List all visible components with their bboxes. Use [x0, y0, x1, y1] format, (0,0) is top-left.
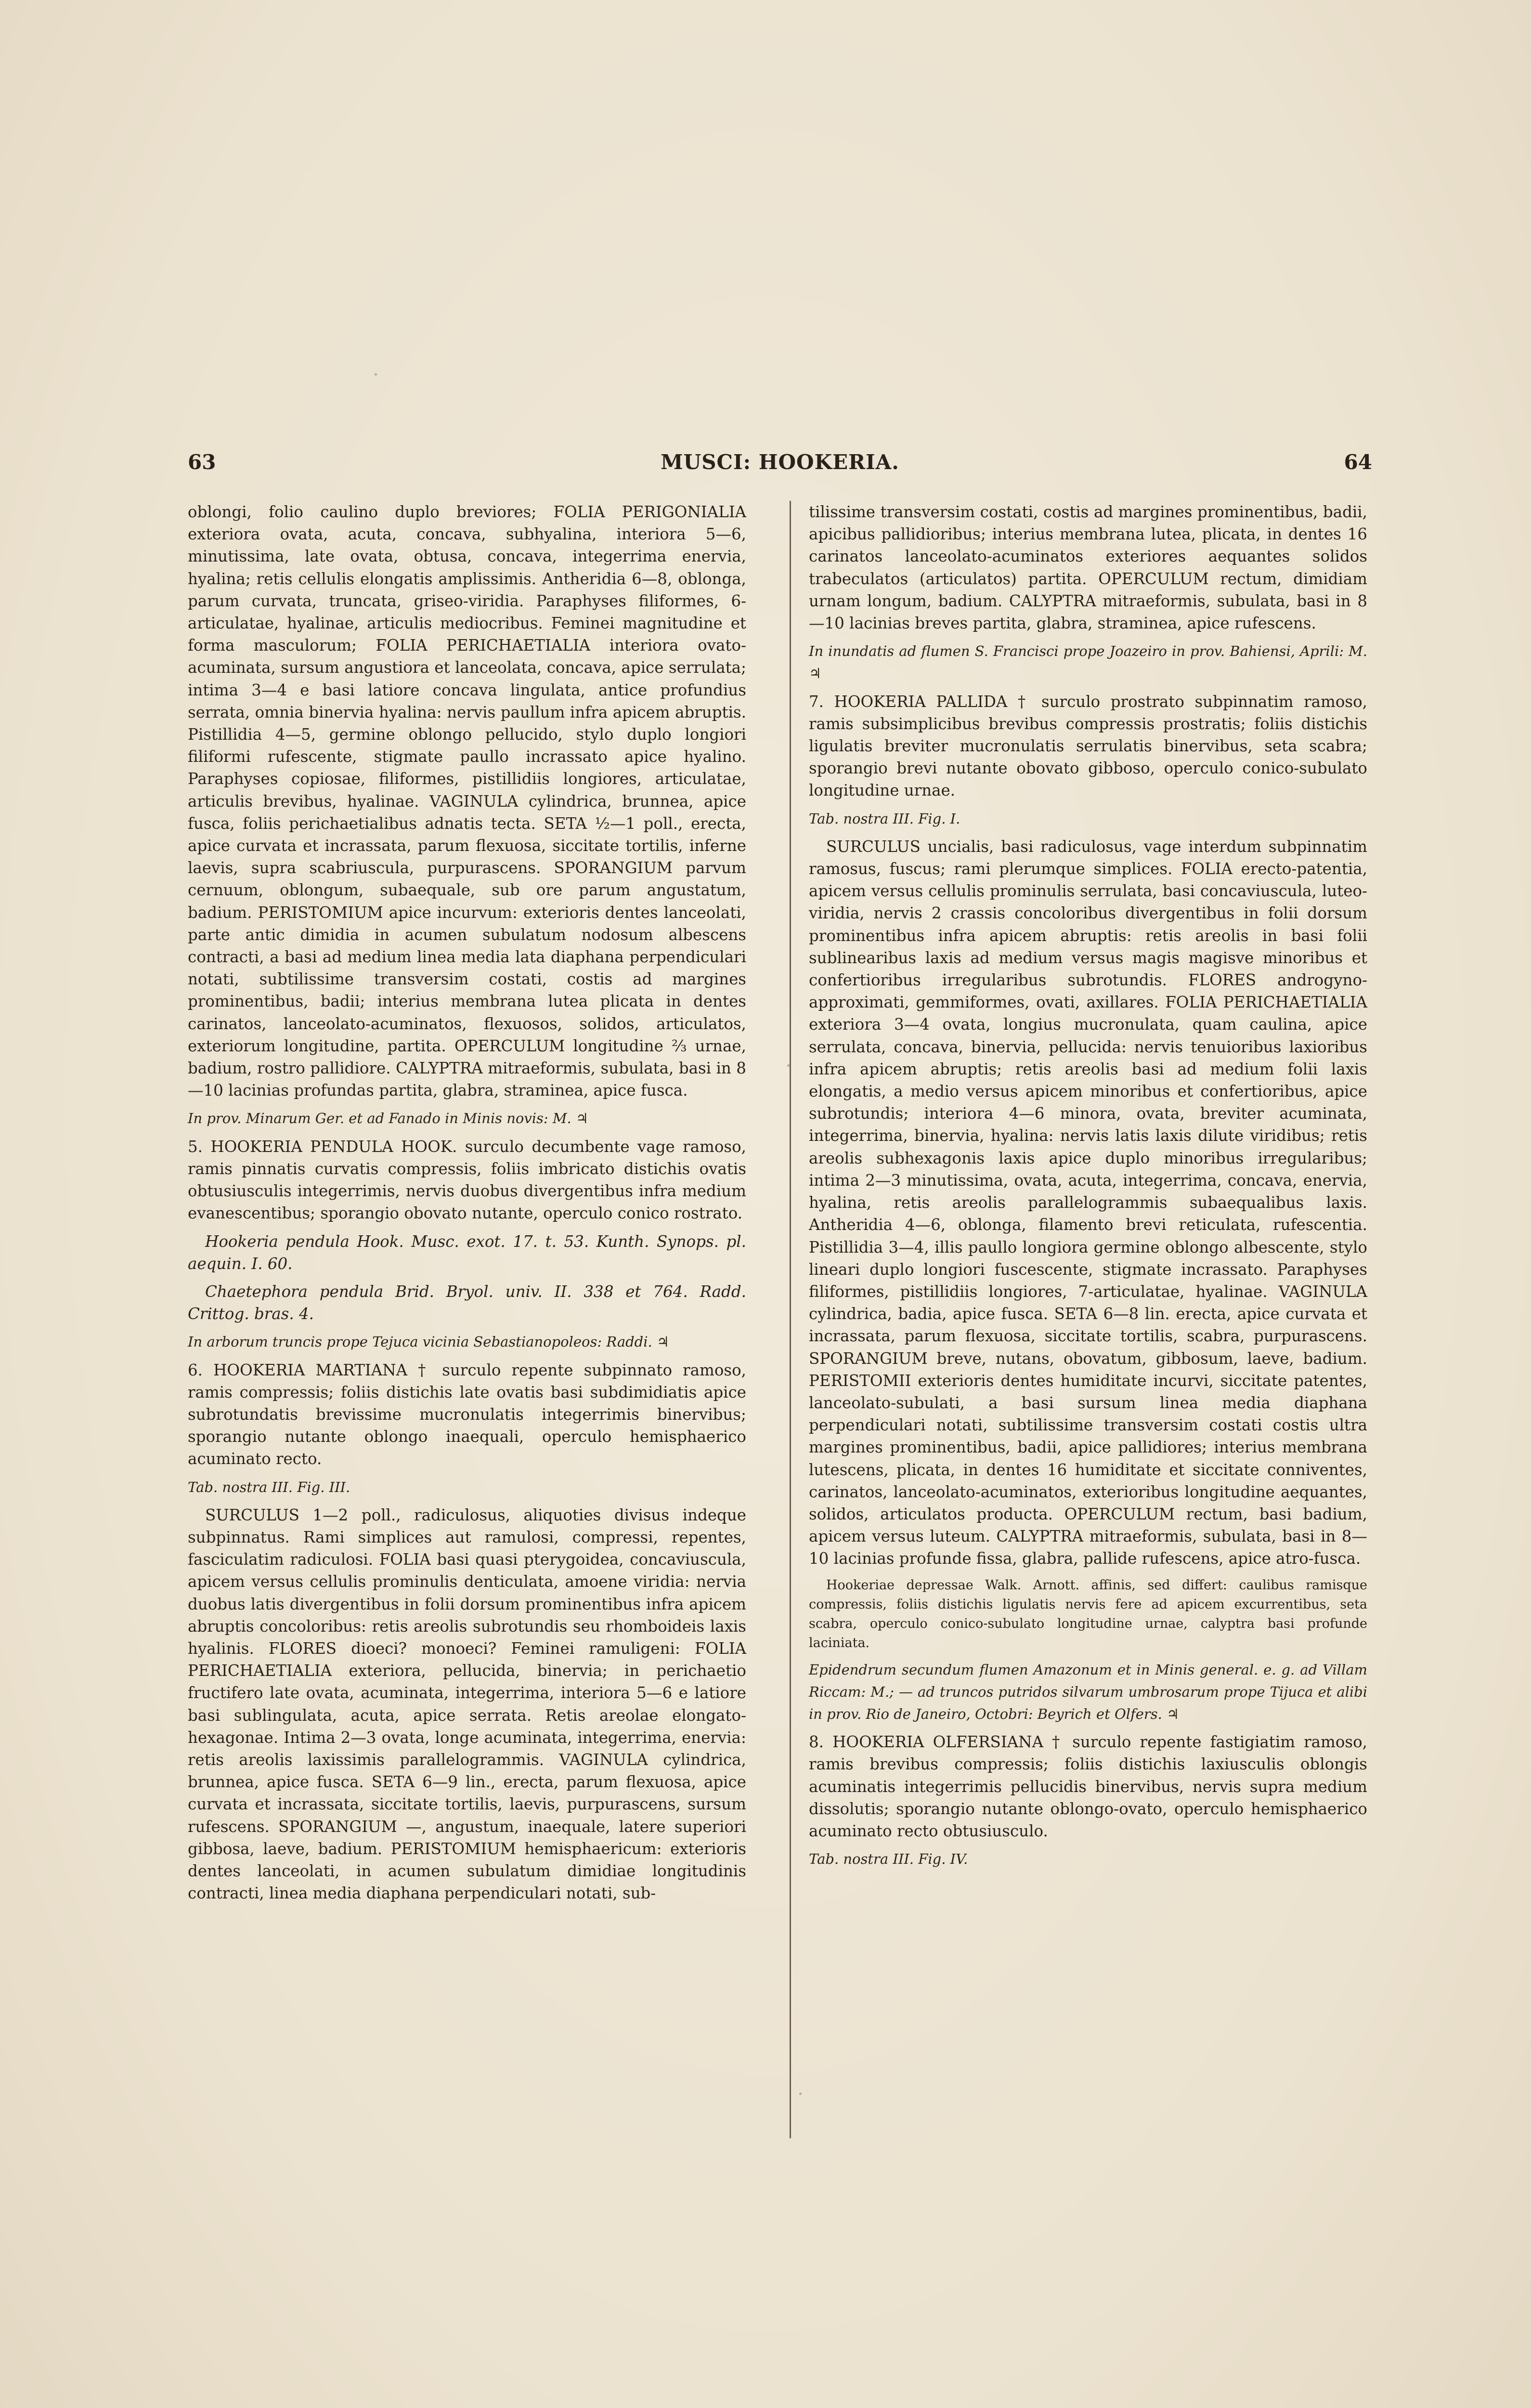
right-column — [809, 501, 1367, 1876]
species-entry: 5. HOOKERIA PENDULA HOOK. surculo decumbente vage ramoso, ramis pinnatis curvatis compressis, foliis imbricato distichis ovatis obtusiusculis integerrimis, nervis duobus divergentibus infra medium evanescentibus; sporangio obovato nutante, operculo conico rostrato. — [188, 1137, 746, 1223]
plate-reference: Tab. nostra III. Fig. III. — [188, 1479, 350, 1495]
page-number-right: 64 — [1344, 450, 1372, 474]
column-divider — [790, 501, 791, 2138]
left-column — [188, 501, 746, 1910]
locality-note: Epidendrum secundum flumen Amazonum et in Minis general. e. g. ad Villam Riccam: M.; — ad truncos putridos silvarum umbrosarum prope Tijuca et alibi in prov. Rio de Janeiro, Octobri: Beyrich et Olfers. ♃ — [809, 1661, 1367, 1722]
species-entry: 7. HOOKERIA PALLIDA † surculo prostrato subpinnatim ramoso, ramis subsimplicibus brevibus compressis prostratis; foliis distichis ligulatis breviter mucronulatis serrulatis binervibus, seta scabra; sporangio brevi nutante obovato gibboso, operculo conico-subulato longitudine urnae. — [809, 692, 1367, 800]
plate-reference: Tab. nostra III. Fig. I. — [809, 810, 960, 827]
paragraph: SURCULUS uncialis, basi radiculosus, vage interdum subpinnatim ramosus, fuscus; rami plerumque simplices. FOLIA erecto-patentia, apicem versus cellulis prominulis serrulata, basi concaviuscula, luteo-viridia, nervis 2 crassis concoloribus divergentibus in folii dorsum prominentibus infra apicem abruptis: retis areolis in basi folii sublinearibus laxis ad medium versus magis magisve minoribus et confertioribus irregularibus subrotundis. FLORES androgyno-approximati, gemmiformes, ovati, axillares. FOLIA PERICHAETIALIA exteriora 3—4 ovata, longius mucronulata, quam caulina, apice serrulata, concava, binervia, pellucida: nervis tenuioribus laxioribus infra apicem abruptis; retis areolis basi ad medium folii laxis elongatis, a medio versus apicem minoribus et confertioribus, apice subrotundis; interiora 4—6 minora, ovata, breviter acuminata, integerrima, binervia, hyalina: nervis latis laxis dilute viridibus; retis areolis subhexagonis laxis apice duplo minoribus irregularibus; intima 2—3 minutissima, ovata, acuta, integerrima, concava, enervia, hyalina, retis areolis parallelogrammis subaequalibus laxis. Antheridia 4—6, oblonga, filamento brevi reticulata, rufescentia. Pistillidia 3—4, illis paullo longiora germine oblongo albescente, stylo lineari duplo longiori fuscescente, stigmate incrassato. Paraphyses filiformes, pistillidiis longiores, 7-articulatae, hyalinae. VAGINULA cylindrica, badia, apice fusca. SETA 6—8 lin. erecta, apice curvata et incrassata, parum flexuosa, siccitate tortilis, scabra, purpurascens. SPORANGIUM breve, nutans, obovatum, gibbosum, laeve, badium. PERISTOMII exterioris dentes humiditate incurvi, siccitate patentes, lanceolato-subulati, a basi sursum linea media diaphana perpendiculari notati, subtilissime transversim costati costis ultra margines prominentibus, badii, apice pallidiores; interius membrana lutescens, plicata, in dentes 16 humiditate et siccitate conniventes, carinatos, lanceolato-acuminatos, exterioribus longitudine aequantes, solidos, articulatos producta. OPERCULUM rectum, basi badium, apicem versus luteum. CALYPTRA mitraeformis, subulata, basi in 8—10 lacinias profunde fissa, glabra, pallide rufescens, apice atro-fusca. — [809, 837, 1367, 1568]
synonym: Chaetephora pendula Brid. Bryol. univ. II. 338 et 764. Radd. Crittog. bras. 4. — [188, 1282, 746, 1323]
paragraph: tilissime transversim costati, costis ad margines prominentibus, badii, apicibus pallidioribus; interius membrana lutea, plicata, in dentes 16 carinatos lanceolato-acuminatos exteriores aequantes solidos trabeculatos (articulatos) partita. OPERCULUM rectum, dimidiam urnam longum, badium. CALYPTRA mitraeformis, subulata, basi in 8—10 lacinias breves partita, glabra, straminea, apice rufescens. — [809, 503, 1367, 633]
synonym: Hookeria pendula Hook. Musc. exot. 17. t. 53. Kunth. Synops. pl. aequin. I. 60. — [188, 1232, 746, 1273]
page-number-left: 63 — [188, 450, 216, 474]
paragraph: oblongi, folio caulino duplo breviores; FOLIA PERIGONIALIA exteriora ovata, acuta, concava, subhyalina, interiora 5—6, minutissima, late ovata, obtusa, concava, integerrima enervia, hyalina; retis cellulis elongatis amplissimis. Antheridia 6—8, oblonga, parum curvata, truncata, griseo-viridia. Paraphyses filiformes, 6-articulatae, hyalinae, articulis mediocribus. Feminei magnitudine et forma masculorum; FOLIA PERICHAETIALIA interiora ovato-acuminata, sursum angustiora et lanceolata, concava, apice serrulata; intima 3—4 e basi latiore concava lingulata, antice profundius serrata, omnia binervia hyalina: nervis paullum infra apicem abruptis. Pistillidia 4—5, germine oblongo pellucido, stylo duplo longiori filiformi rufescente, stigmate paullo incrassato apice hyalino. Paraphyses copiosae, filiformes, pistillidiis longiores, articulatae, articulis brevibus, hyalinae. VAGINULA cylindrica, brunnea, apice fusca, foliis perichaetialibus adnatis tecta. SETA ½—1 poll., erecta, apice curvata et incrassata, parum flexuosa, siccitate tortilis, inferne laevis, supra scabriuscula, purpurascens. SPORANGIUM parvum cernuum, oblongum, subaequale, sub ore parum angustatum, badium. PERISTOMIUM apice incurvum: exterioris dentes lanceolati, parte antic dimidia in acumen subulatum nodosum albescens contracti, a basi ad medium linea media lata diaphana perpendiculari notati, subtilissime transversim costati, costis ad margines prominentibus, badii; interius membrana lutea plicata in dentes carinatos, lanceolato-acuminatos, flexuosos, solidos, articulatos, exteriorum longitudine, partita. OPERCULUM longitudine ⅔ urnae, badium, rostro pallidiore. CALYPTRA mitraeformis, subulata, basi in 8—10 lacinias profundas partita, glabra, straminea, apice fusca. — [188, 503, 746, 1100]
locality-note: In arborum truncis prope Tejuca vicinia Sebastianopoleos: Raddi. ♃ — [188, 1334, 669, 1350]
remark: Hookeriae depressae Walk. Arnott. affinis, sed differt: caulibus ramisque compressis, foliis distichis ligulatis nervis fere ad apicem excurrentibus, seta scabra, operculo conico-subulato longitudine urnae, calyptra basi profunde laciniata. — [809, 1577, 1367, 1650]
plate-reference: Tab. nostra III. Fig. IV. — [809, 1851, 968, 1868]
species-entry: 8. HOOKERIA OLFERSIANA † surculo repente fastigiatim ramoso, ramis brevibus compressis; foliis distichis laxiusculis oblongis acuminatis integerrimis pellucidis binervibus, nervis supra medium dissolutis; sporangio nutante oblongo-ovato, operculo hemisphaerico acuminato recto obtusiusculo. — [809, 1733, 1367, 1840]
paper-speck — [375, 373, 377, 376]
paragraph: SURCULUS 1—2 poll., radiculosus, aliquoties divisus indeque subpinnatus. Rami simplices aut ramulosi, compressi, repentes, fasciculatim radiculosi. FOLIA basi quasi pterygoidea, concaviuscula, apicem versus cellulis prominulis denticulata, amoene viridia: nervia duobus latis divergentibus in folii dorsum prominentibus infra apicem abruptis concoloribus: retis areolis subrotundis seu rhomboideis laxis hyalinis. FLORES dioeci? monoeci? Feminei ramuligeni: FOLIA PERICHAETIALIA exteriora, pellucida, binervia; in perichaetio fructifero late ovata, acuminata, integerrima, interiora 5—6 e latiore basi sublingulata, acuta, apice serrata. Retis areolae elongato-hexagonae. Intima 2—3 ovata, longe acuminata, integerrima, enervia: retis areolis laxissimis parallelogrammis. VAGINULA cylindrica, brunnea, apice fusca. SETA 6—9 lin., erecta, parum flexuosa, apice curvata et incrassata, siccitate tortilis, laevis, purpurascens, sursum rufescens. SPORANGIUM —, angustum, inaequale, latere superiori gibbosa, laeve, badium. PERISTOMIUM hemisphaericum: exterioris dentes lanceolati, in acumen subulatum dimidiae longitudinis contracti, linea media diaphana perpendiculari notati, sub- — [188, 1505, 746, 1903]
species-entry: 6. HOOKERIA MARTIANA † surculo repente subpinnato ramoso, ramis compressis; foliis distichis late ovatis basi subdimidiatis apice subrotundatis brevissime mucronulatis integerrimis binervibus; sporangio nutante oblongo inaequali, operculo hemisphaerico acuminato recto. — [188, 1361, 746, 1468]
paper-speck — [799, 2093, 802, 2095]
running-title: MUSCI: HOOKERIA. — [661, 450, 899, 474]
locality-note: In prov. Minarum Ger. et ad Fanado in Minis novis: M. ♃ — [188, 1110, 588, 1127]
page-header — [188, 450, 1372, 484]
locality-note: In inundatis ad flumen S. Francisci prope Joazeiro in prov. Bahiensi, Aprili: M. ♃ — [809, 643, 1367, 682]
